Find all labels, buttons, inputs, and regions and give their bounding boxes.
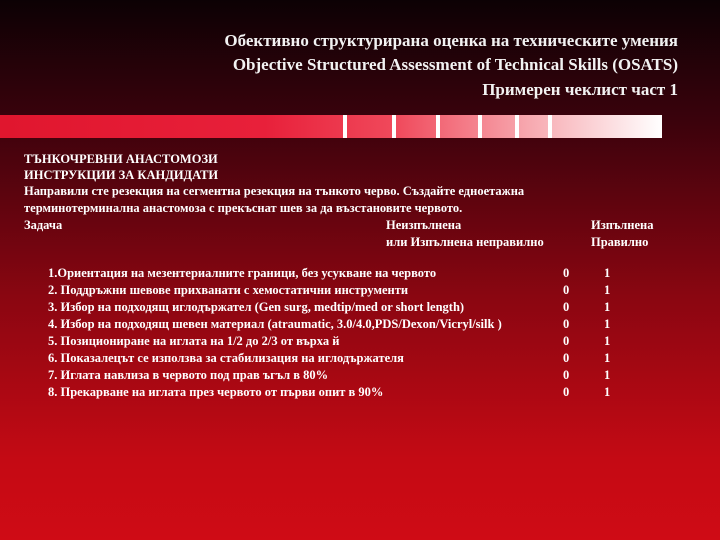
subtitle-checklist: Примерен чеклист част 1 <box>482 80 678 99</box>
row-score-not-done: 0 <box>563 317 570 331</box>
row-score-not-done: 0 <box>563 266 570 280</box>
row-score-not-done: 0 <box>563 300 570 314</box>
row-score-done: 1 <box>604 334 611 348</box>
table-row <box>48 334 628 351</box>
row-score-done: 1 <box>604 317 611 331</box>
column-header-not-done-sub: или Изпълнена неправилно <box>386 235 544 249</box>
checklist-table <box>48 266 628 402</box>
row-task-text: 5. Позициониране на иглата на 1/2 до 2/3 от върха й <box>48 334 340 348</box>
row-score-done: 1 <box>604 300 611 314</box>
section-instructions: ИНСТРУКЦИИ ЗА КАНДИДАТИ <box>24 168 219 182</box>
table-row <box>48 385 628 402</box>
row-score-done: 1 <box>604 368 611 382</box>
row-task-text: 6. Показалецът се използва за стабилизация на иглодържателя <box>48 351 404 365</box>
title-bulgarian: Обективно структурирана оценка на техническите умения <box>224 31 678 50</box>
table-row <box>48 300 628 317</box>
table-row <box>48 368 628 385</box>
column-header-done-sub: Правилно <box>591 235 649 249</box>
row-score-done: 1 <box>604 283 611 297</box>
title-english: Objective Structured Assessment of Technical Skills (OSATS) <box>232 55 678 74</box>
decorative-gradient-bar <box>0 115 662 138</box>
row-score-done: 1 <box>604 351 611 365</box>
table-row <box>48 266 628 283</box>
bar-stripe <box>392 115 396 138</box>
row-score-not-done: 0 <box>563 283 570 297</box>
section-description-line2: терминотерминална анастомоза с прекъснат шев за да възстановите червото. <box>24 201 463 215</box>
row-score-not-done: 0 <box>563 351 570 365</box>
bar-stripe <box>436 115 440 138</box>
row-score-not-done: 0 <box>563 385 570 399</box>
row-score-not-done: 0 <box>563 334 570 348</box>
bar-stripe <box>478 115 482 138</box>
section-description-line1: Направили сте резекция на сегментна резекция на тънкото черво. Създайте едноетажна <box>24 184 525 198</box>
column-header-task: Задача <box>24 218 63 232</box>
bar-stripe <box>343 115 347 138</box>
row-score-not-done: 0 <box>563 368 570 382</box>
table-row <box>48 351 628 368</box>
row-task-text: 2. Поддръжни шевове прихванати с хемостатични инструменти <box>48 283 409 297</box>
row-task-text: 3. Избор на подходящ иглодържател (Gen surg, medtip/med or short length) <box>48 300 465 314</box>
row-task-text: 1.Ориентация на мезентериалните граници, без усукване на червото <box>48 266 437 280</box>
column-header-not-done: Неизпълнена <box>386 218 462 232</box>
row-task-text: 4. Избор на подходящ шевен материал (atraumatic, 3.0/4.0,PDS/Dexon/Vicryl/silk ) <box>48 317 502 331</box>
section-heading: ТЪНКОЧРЕВНИ АНАСТОМОЗИ <box>24 152 218 166</box>
row-task-text: 8. Прекарване на иглата през червото от първи опит в 90% <box>48 385 384 399</box>
table-row <box>48 317 628 334</box>
row-score-done: 1 <box>604 266 611 280</box>
row-task-text: 7. Иглата навлиза в червото под прав ъгъл в 80% <box>48 368 329 382</box>
bar-stripe <box>515 115 519 138</box>
bar-stripe <box>548 115 552 138</box>
column-header-done: Изпълнена <box>591 218 654 232</box>
row-score-done: 1 <box>604 385 611 399</box>
table-row <box>48 283 628 300</box>
